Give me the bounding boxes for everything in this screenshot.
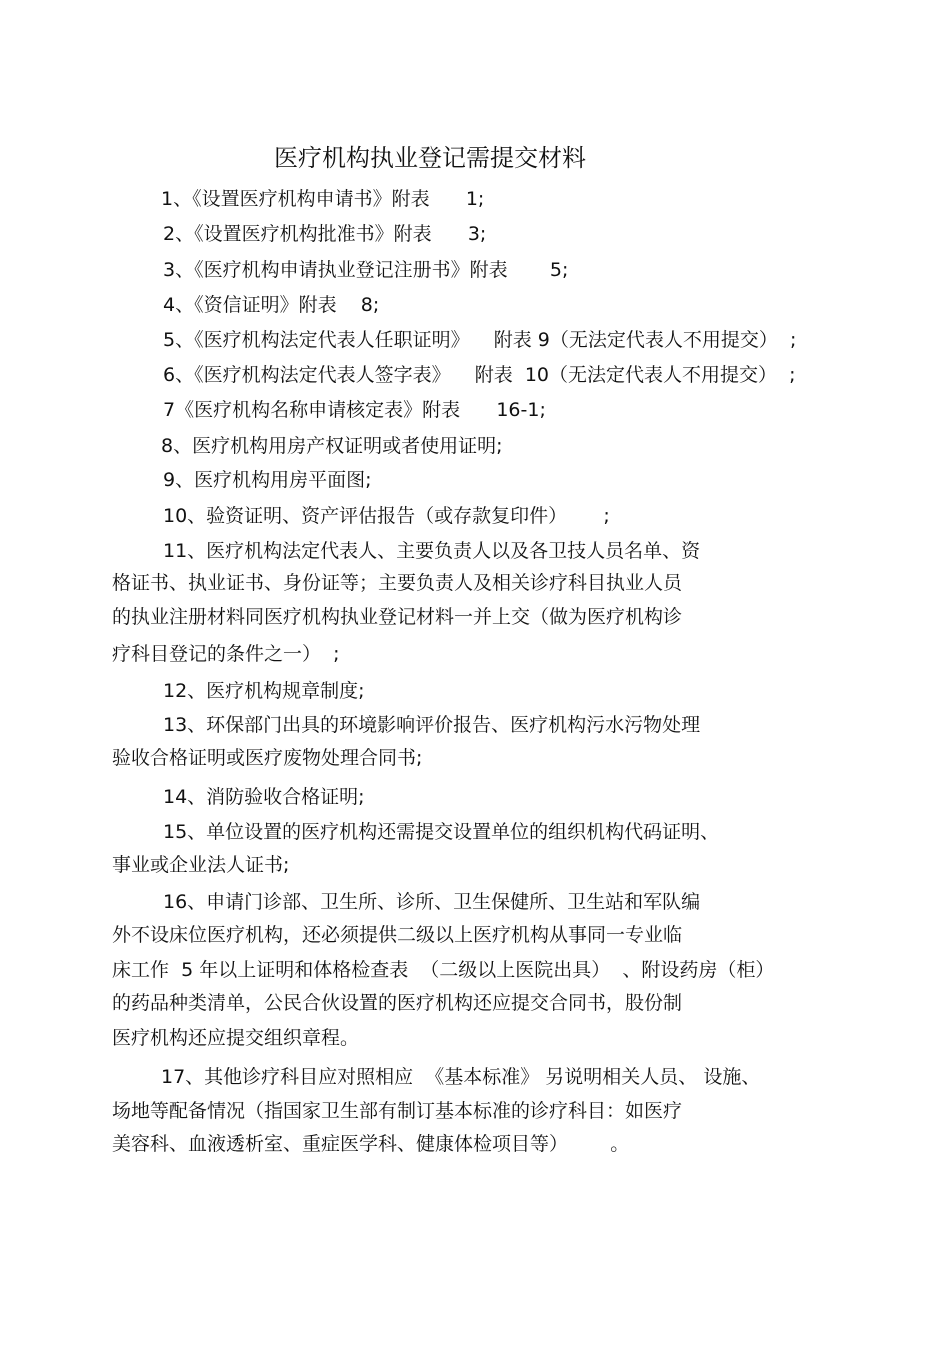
list-item-13-line-1: 13、环保部门出具的环境影响评价报告、医疗机构污水污物处理 bbox=[163, 714, 701, 736]
list-item-13-line-2: 验收合格证明或医疗废物处理合同书; bbox=[112, 747, 423, 769]
list-item-7: 7《医疗机构名称申请核定表》附表 16-1; bbox=[163, 399, 546, 421]
list-item-16-line-2: 外不设床位医疗机构，还必须提供二级以上医疗机构从事同一专业临 bbox=[112, 924, 683, 946]
list-item-1: 1、《设置医疗机构申请书》附表 1; bbox=[161, 188, 485, 210]
list-item-14: 14、消防验收合格证明; bbox=[163, 786, 365, 808]
list-item-9: 9、医疗机构用房平面图; bbox=[163, 469, 372, 491]
list-item-12: 12、医疗机构规章制度; bbox=[163, 680, 365, 702]
list-item-16-line-1: 16、申请门诊部、卫生所、诊所、卫生保健所、卫生站和军队编 bbox=[163, 891, 701, 913]
list-item-16-line-5: 医疗机构还应提交组织章程。 bbox=[112, 1027, 360, 1049]
list-item-16-line-4: 的药品种类清单，公民合伙设置的医疗机构还应提交合同书，股份制 bbox=[112, 992, 683, 1014]
list-item-4: 4、《资信证明》附表 8; bbox=[163, 294, 380, 316]
list-item-11-line-2: 格证书、执业证书、身份证等；主要负责人及相关诊疗科目执业人员 bbox=[112, 572, 683, 594]
list-item-10: 10、验资证明、资产评估报告（或存款复印件） ; bbox=[163, 505, 610, 527]
list-item-17-line-2: 场地等配备情况（指国家卫生部有制订基本标准的诊疗科目：如医疗 bbox=[112, 1100, 683, 1122]
list-item-2: 2、《设置医疗机构批准书》附表 3; bbox=[163, 223, 487, 245]
list-item-15-line-1: 15、单位设置的医疗机构还需提交设置单位的组织机构代码证明、 bbox=[163, 821, 720, 843]
list-item-17-line-3: 美容科、血液透析室、重症医学科、健康体检项目等） 。 bbox=[112, 1133, 630, 1155]
list-item-11-line-1: 11、医疗机构法定代表人、主要负责人以及各卫技人员名单、资 bbox=[163, 540, 701, 562]
list-item-17-line-1: 17、其他诊疗科目应对照相应 《基本标准》 另说明相关人员、 设施、 bbox=[161, 1066, 761, 1088]
list-item-16-line-3: 床工作 5 年以上证明和体格检查表 （二级以上医院出具） 、附设药房（柜） bbox=[112, 959, 775, 981]
list-item-11-line-4: 疗科目登记的条件之一） ; bbox=[112, 643, 340, 665]
list-item-11-line-3: 的执业注册材料同医疗机构执业登记材料一并上交（做为医疗机构诊 bbox=[112, 606, 683, 628]
list-item-15-line-2: 事业或企业法人证书; bbox=[112, 854, 290, 876]
list-item-5: 5、《医疗机构法定代表人任职证明》 附表 9（无法定代表人不用提交） ; bbox=[163, 329, 797, 351]
list-item-3: 3、《医疗机构申请执业登记注册书》附表 5; bbox=[163, 259, 569, 281]
list-item-6: 6、《医疗机构法定代表人签字表》 附表 10（无法定代表人不用提交） ; bbox=[163, 364, 796, 386]
document-title: 医疗机构执业登记需提交材料 bbox=[274, 144, 586, 172]
list-item-8: 8、医疗机构用房产权证明或者使用证明; bbox=[161, 435, 503, 457]
